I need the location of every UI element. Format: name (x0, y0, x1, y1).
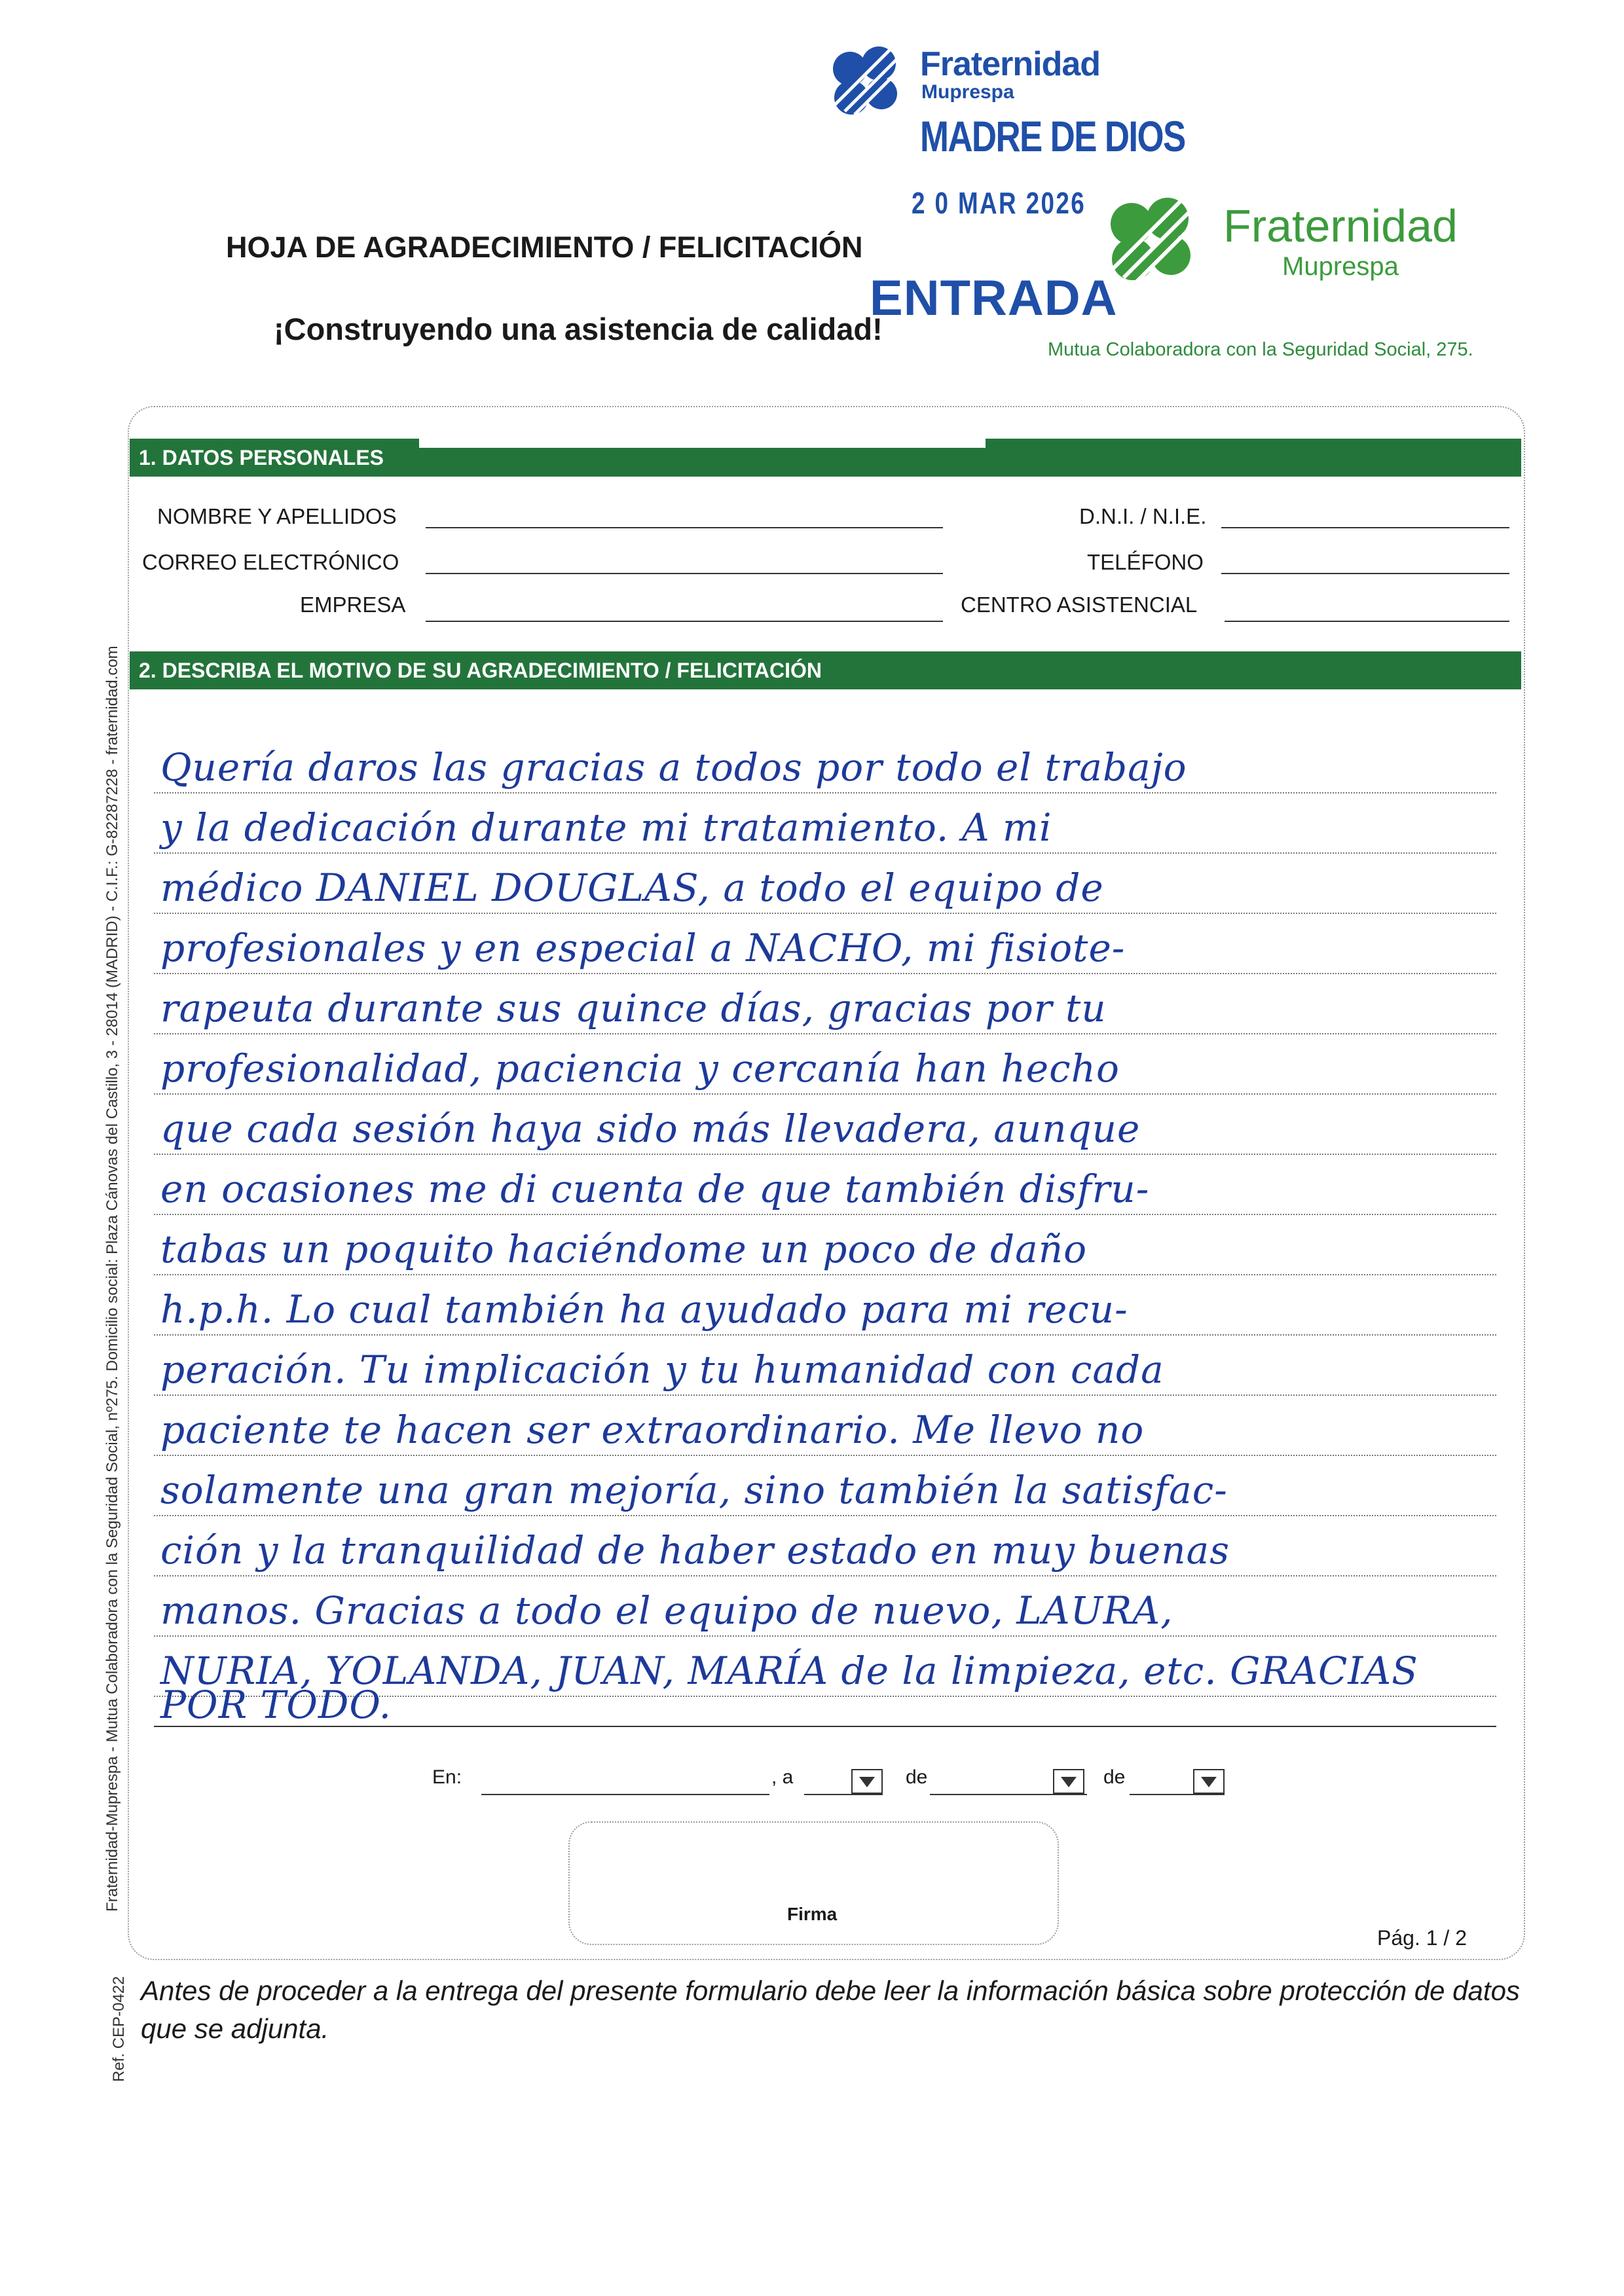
page-title: HOJA DE AGRADECIMIENTO / FELICITACIÓN (226, 230, 863, 264)
section-personal-data-header: 1. DATOS PERSONALES (130, 439, 1521, 477)
message-text: ción y la tranquilidad de haber estado en muy buenas (160, 1528, 1230, 1573)
message-line (154, 974, 1496, 1034)
year-dropdown[interactable] (1193, 1769, 1225, 1794)
brand-name: Fraternidad (1223, 200, 1458, 251)
stamp-status: ENTRADA (870, 270, 1118, 326)
message-line (154, 1095, 1496, 1155)
place-label: En: (432, 1766, 462, 1788)
stamp-sub: Muprespa (921, 81, 1014, 103)
signature-box[interactable] (568, 1821, 1059, 1945)
message-text: paciente te hacen ser extraordinario. Me llevo no (160, 1408, 1145, 1452)
page-subtitle: ¡Construyendo una asistencia de calidad! (274, 312, 883, 346)
message-line (154, 1396, 1496, 1456)
side-legal-text: Fraternidad-Muprespa - Mutua Colaboradora con la Seguridad Social, nº275. Domicilio social: Plaza Cánovas del Castillo, 3 - 28014 (MADRID) - C.I.F.: G-82287228 - fraternidad.com (103, 646, 121, 1912)
message-line (154, 1336, 1496, 1396)
month-dropdown[interactable] (1053, 1769, 1084, 1794)
message-text: y la dedicación durante mi tratamiento. A mi (160, 805, 1052, 850)
message-text: h.p.h. Lo cual también ha ayudado para mi recu- (160, 1287, 1128, 1332)
section-bar-notch (419, 439, 986, 448)
brand-logo-icon (1092, 191, 1213, 289)
message-line (154, 1683, 1496, 1727)
stamp-office: MADRE DE DIOS (920, 112, 1185, 160)
year-of-label: de (1103, 1766, 1126, 1788)
phone-field[interactable] (1221, 573, 1509, 574)
year-field[interactable] (1130, 1794, 1225, 1795)
message-text: Quería daros las gracias a todos por todo el trabajo (160, 745, 1187, 790)
message-text: que cada sesión haya sido más llevadera, aunque (160, 1106, 1141, 1151)
phone-label: TELÉFONO (1087, 550, 1204, 574)
message-text: NURIA, YOLANDA, JUAN, MARÍA de la limpieza, etc. GRACIAS (160, 1649, 1418, 1693)
dni-field[interactable] (1221, 527, 1509, 528)
month-field[interactable] (930, 1794, 1087, 1795)
email-label: CORREO ELECTRÓNICO (142, 550, 399, 574)
message-line (154, 1516, 1496, 1576)
chevron-down-icon (1054, 1770, 1083, 1793)
signature-label: Firma (787, 1904, 838, 1924)
message-text: POR TODO. (160, 1683, 392, 1727)
chevron-down-icon (853, 1770, 881, 1793)
message-line (154, 1456, 1496, 1516)
company-label: EMPRESA (300, 592, 406, 617)
message-line (154, 733, 1496, 793)
message-text: profesionalidad, paciencia y cercanía han hecho (160, 1046, 1120, 1091)
message-line (154, 1215, 1496, 1275)
center-label: CENTRO ASISTENCIAL (961, 592, 1198, 617)
section-reason-header: 2. DESCRIBA EL MOTIVO DE SU AGRADECIMIENTO / FELICITACIÓN (130, 651, 1521, 689)
month-of-label: de (906, 1766, 928, 1788)
message-text: médico DANIEL DOUGLAS, a todo el equipo de (160, 866, 1104, 910)
message-text: peración. Tu implicación y tu humanidad con cada (160, 1347, 1164, 1392)
email-field[interactable] (426, 573, 943, 574)
dni-label: D.N.I. / N.I.E. (1079, 504, 1207, 528)
message-text: tabas un poquito haciéndome un poco de daño (160, 1227, 1088, 1271)
day-label: , a (771, 1766, 794, 1788)
message-line (154, 854, 1496, 914)
message-text: en ocasiones me di cuenta de que también disfru- (160, 1167, 1150, 1211)
stamp-date: 2 0 MAR 2026 (912, 186, 1086, 220)
company-field[interactable] (426, 621, 943, 622)
message-line (154, 1155, 1496, 1215)
message-text: profesionales y en especial a NACHO, mi fisiote- (160, 926, 1126, 970)
message-line (154, 1275, 1496, 1336)
center-field[interactable] (1225, 621, 1509, 622)
message-text: solamente una gran mejoría, sino también la satisfac- (160, 1468, 1228, 1512)
stamp-brand: Fraternidad (920, 45, 1101, 83)
chevron-down-icon (1194, 1770, 1223, 1793)
message-line (154, 793, 1496, 854)
day-field[interactable] (804, 1794, 883, 1795)
brand-legal: Mutua Colaboradora con la Seguridad Social, 275. (1048, 339, 1473, 360)
message-text: manos. Gracias a todo el equipo de nuevo, LAURA, (160, 1588, 1173, 1633)
message-text: rapeuta durante sus quince días, gracias por tu (160, 986, 1107, 1030)
day-dropdown[interactable] (851, 1769, 883, 1794)
name-label: NOMBRE Y APELLIDOS (157, 504, 397, 528)
clover-logo-icon (819, 43, 917, 121)
name-field[interactable] (426, 527, 943, 528)
place-field[interactable] (481, 1794, 769, 1795)
brand-sub: Muprespa (1282, 252, 1399, 281)
message-line (154, 914, 1496, 974)
handwritten-message[interactable] (154, 733, 1496, 1727)
message-line (154, 1576, 1496, 1637)
page-number: Pág. 1 / 2 (1377, 1926, 1467, 1950)
side-ref: Ref. CEP-0422 (110, 1976, 128, 2082)
data-protection-note: Antes de proceder a la entrega del presente formulario debe leer la información básica sobre protección de datos que se adjunta. (141, 1975, 1520, 2044)
message-line (154, 1034, 1496, 1095)
